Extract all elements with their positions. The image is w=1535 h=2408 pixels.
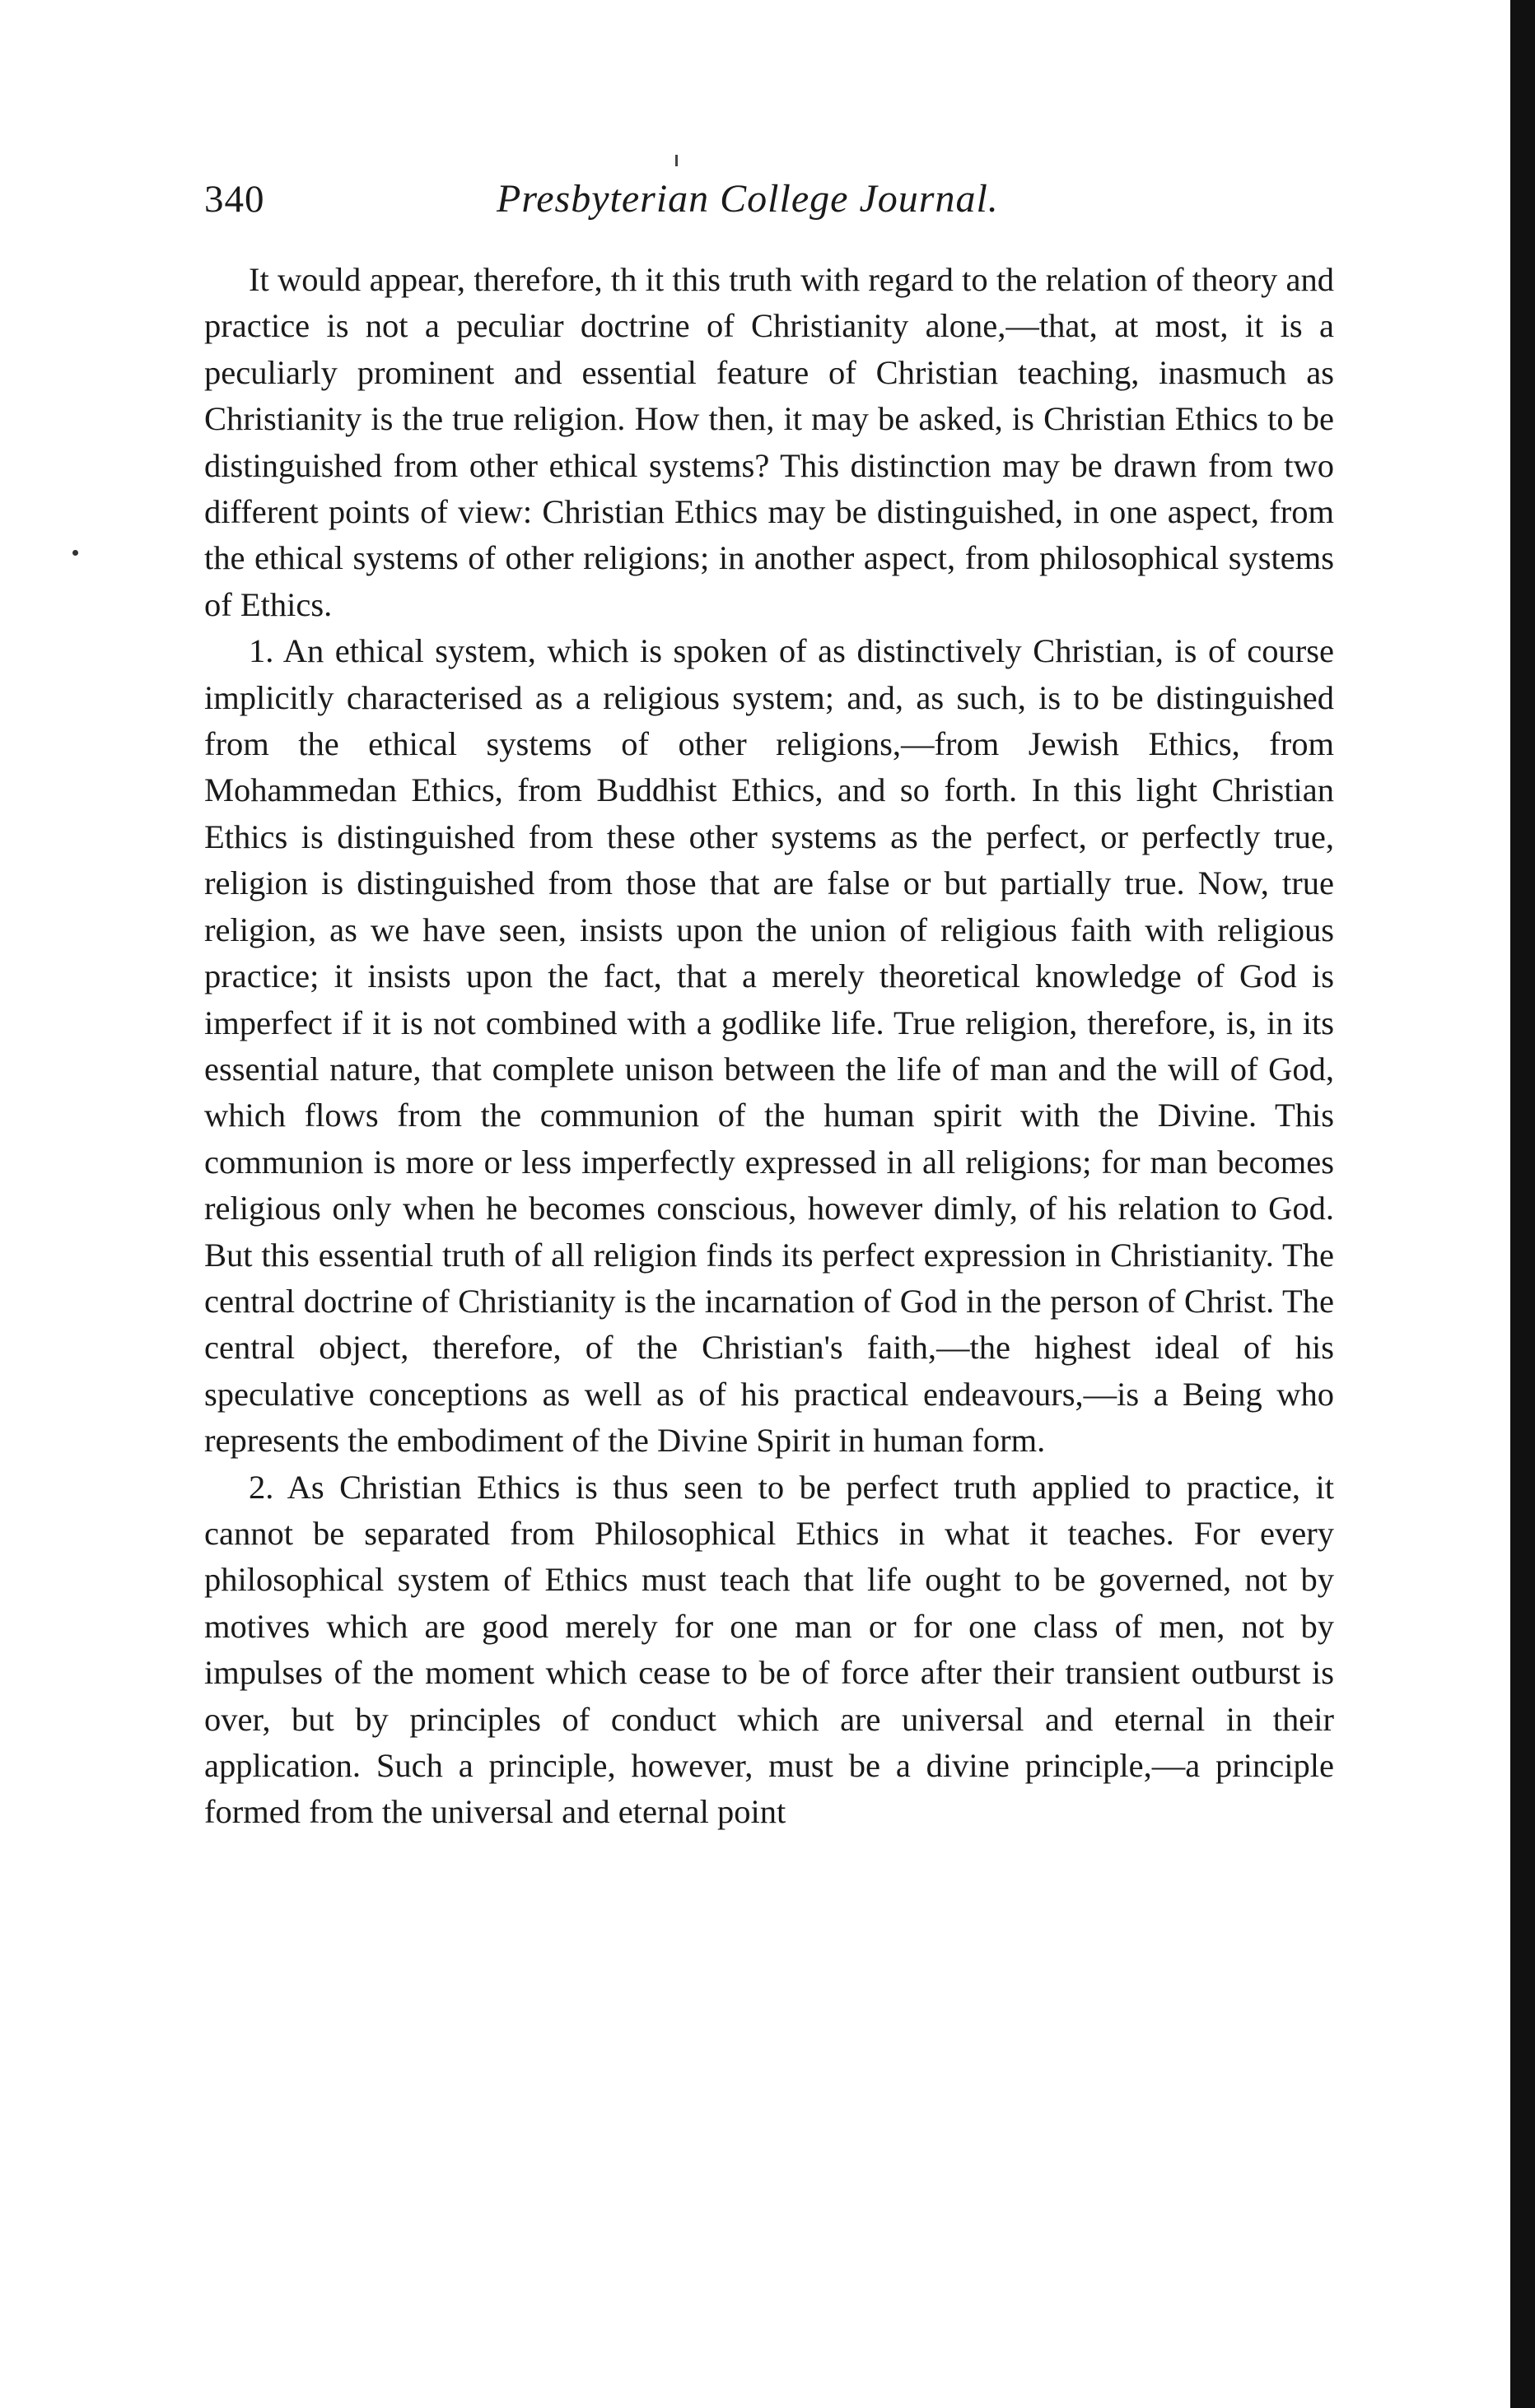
margin-dot: [72, 550, 78, 556]
print-mark: [675, 155, 678, 166]
paragraph-2: 1. An ethical system, which is spoken of as distinctively Christian, is of course implicitly characterised as a religious system; and, as such, is to be distinguished from the ethical systems of other religions,—from Jewish Ethics, from Mohammedan Ethics, from Buddhist Ethics, and so forth. In this light Christian Ethics is distinguished from these other systems as the perfect, or perfectly true, religion is distinguished from those that are false or but partially true. Now, true religion, as we have seen, insists upon the union of religious faith with religious practice; it insists upon the fact, that a merely theoretical knowledge of God is imperfect if it is not combined with a godlike life. True religion, therefore, is, in its essential nature, that complete unison between the life of man and the will of God, which flows from the communion of the human spirit with the Divine. This communion is more or less imperfectly expressed in all religions; for man becomes religious only when he becomes conscious, however dimly, of his relation to God. But this essential truth of all religion finds its perfect expression in Christianity. The central doctrine of Christianity is the incarnation of God in the person of Christ. The central object, therefore, of the Christian's faith,—the highest ideal of his speculative conceptions as well as of his practical endeavours,—is a Being who represents the embodiment of the Divine Spirit in human form.: [204, 632, 1334, 1460]
body-text: [204, 257, 1334, 1836]
page-number: 340: [204, 178, 265, 221]
paragraph-3: 2. As Christian Ethics is thus seen to be perfect truth applied to practice, it cannot be separated from Philosophical Ethics in what it teaches. For every philosophical system of Ethics must teach that life ought to be governed, not by motives which are good merely for one man or for one class of men, not by impulses of the moment which cease to be of force after their transient outburst is over, but by principles of conduct which are universal and eternal in their application. Such a principle, however, must be a divine principle,—a principle formed from the universal and eternal point: [204, 1468, 1334, 1831]
scan-edge-shadow: [1510, 0, 1535, 2408]
page-header: [204, 175, 1341, 232]
paragraph-1: It would appear, therefore, th it this truth with regard to the relation of theory and practice is not a peculiar doctrine of Christianity alone,—that, at most, it is a peculiarly prominent and essential feature of Christian teaching, inasmuch as Christianity is the true religion. How then, it may be asked, is Christian Ethics to be distinguished from other ethical systems? This distinction may be drawn from two different points of view: Christian Ethics may be distinguished, in one aspect, from the ethical systems of other religions; in another aspect, from philosophical systems of Ethics.: [204, 261, 1334, 623]
running-title: Presbyterian College Journal.: [497, 177, 999, 221]
